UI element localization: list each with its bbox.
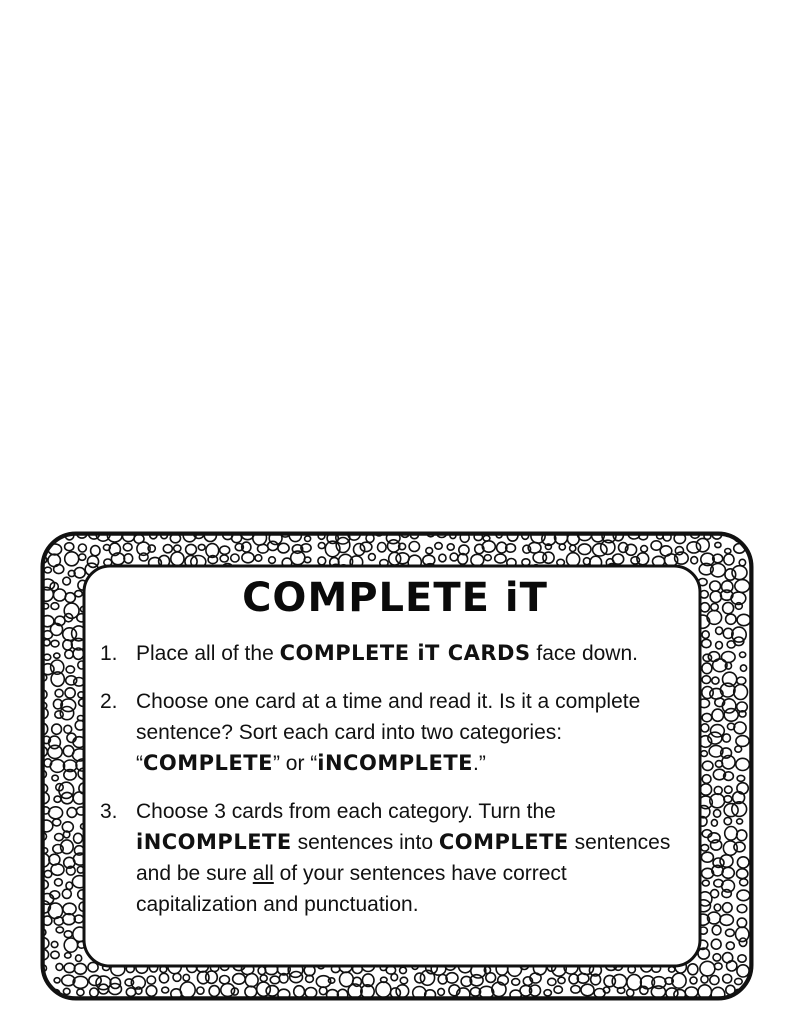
step-text-run: Choose one card at a time and read it. Is it a complete sentence? Sort each card into two categories: “ (136, 690, 641, 775)
step-text-run: sentences and be sure (136, 831, 671, 885)
step-text-run: Place all of the (136, 642, 280, 665)
keyword-text: iNCOMPLETE (317, 751, 474, 775)
step-number: 2. (100, 690, 118, 713)
steps-list (100, 638, 690, 920)
step-text (136, 638, 690, 669)
step-text (136, 686, 690, 779)
step-text-run: Choose 3 cards from each category. Turn the (136, 800, 556, 823)
keyword-text: COMPLETE (143, 751, 273, 775)
step-text-run: face down. (530, 642, 638, 665)
keyword-text: COMPLETE iT CARDS (279, 641, 531, 665)
step-text-run: .” (473, 752, 486, 775)
step-number: 3. (100, 800, 118, 823)
step-item (100, 796, 690, 920)
step-number: 1. (100, 642, 118, 665)
underlined-text: all (252, 862, 274, 885)
step-item (100, 686, 690, 779)
step-text (136, 796, 690, 920)
instruction-card (100, 572, 690, 937)
keyword-text: COMPLETE (438, 830, 569, 854)
step-item (100, 638, 690, 669)
step-text-run: ” or “ (272, 752, 318, 775)
step-text-run: sentences into (291, 831, 439, 854)
step-text-run: of your sentences have correct capitalization and punctuation. (136, 862, 567, 916)
keyword-text: iNCOMPLETE (136, 830, 292, 854)
card-title: COMPLETE iT (242, 575, 548, 621)
